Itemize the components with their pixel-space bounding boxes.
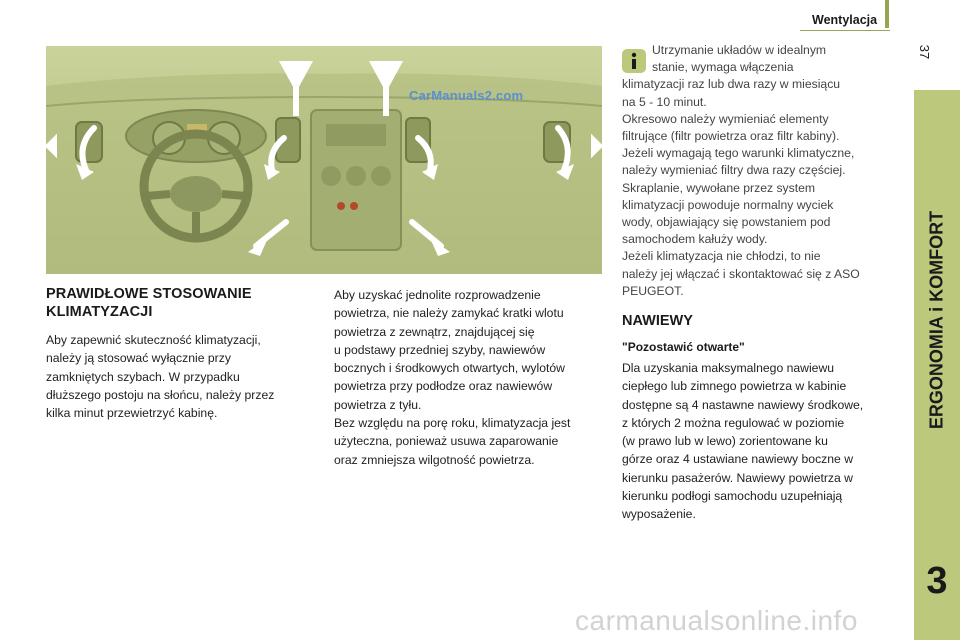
air-distribution-text xyxy=(334,286,609,469)
text-line: kierunku podłogi samochodu uzupełniają xyxy=(622,489,843,504)
info-line: Jeżeli wymagają tego warunki klimatyczne, xyxy=(622,146,855,161)
proper-use-text xyxy=(46,331,316,422)
text-line: należy ją stosować wyłącznie przy xyxy=(46,351,231,366)
text-line: kilka minut przewietrzyć kabinę. xyxy=(46,406,218,421)
info-line: na 5 - 10 minut. xyxy=(622,94,707,109)
text-line: zamkniętych szybach. W przypadku xyxy=(46,369,240,384)
header-rule xyxy=(885,0,889,28)
section-title: Wentylacja xyxy=(812,13,878,27)
proper-use-title xyxy=(46,285,316,321)
vents-title: NAWIEWY xyxy=(622,313,693,329)
info-line: klimatyzacji raz lub dwa razy w miesiącu xyxy=(622,77,841,92)
info-line: klimatyzacji powoduje normalny wyciek xyxy=(622,197,834,212)
text-line: dostępne są 4 nastawne nawiewy środkowe, xyxy=(622,397,864,412)
info-line: wody, objawiający się powstaniem pod xyxy=(622,215,831,230)
proper-use-title-line: KLIMATYZACJI xyxy=(46,304,153,320)
vents-text xyxy=(622,359,897,524)
text-line: powietrza przy podłodze oraz nawiewów xyxy=(334,379,553,394)
text-line: powietrza, nie należy zamykać kratki wlotu xyxy=(334,306,564,321)
chapter-label: ERGONOMIA i KOMFORT xyxy=(926,210,947,430)
text-line: użyteczna, ponieważ usuwa zaparowanie xyxy=(334,434,559,449)
text-line: powietrza z tyłu. xyxy=(334,397,422,412)
info-line: stanie, wymaga włączenia xyxy=(652,60,794,75)
text-line: dłuższego postoju na słońcu, należy przez xyxy=(46,387,275,402)
text-line: Bez względu na porę roku, klimatyzacja jest xyxy=(334,416,571,431)
text-line: wyposażenie. xyxy=(622,507,696,522)
vents-subtitle: "Pozostawić otwarte" xyxy=(622,340,745,354)
info-line: należy wymieniać filtry dwa razy częściej. xyxy=(622,163,846,178)
text-line: powietrza z zewnątrz, znajdującej się xyxy=(334,324,535,339)
text-line: u podstawy przedniej szyby, nawiewów xyxy=(334,342,546,357)
dashboard-drawing xyxy=(46,46,602,274)
chapter-side-tab xyxy=(914,90,960,640)
carmanuals-watermark: CarManuals2.com xyxy=(409,88,524,103)
chapter-number: 3 xyxy=(926,560,948,602)
page-number: 37 xyxy=(917,44,932,60)
info-note xyxy=(622,42,892,300)
info-line: Skraplanie, wywołane przez system xyxy=(622,180,816,195)
text-line: ciepłego lub zimnego powietrza w kabinie xyxy=(622,379,847,394)
text-line: kierunku pasażerów. Nawiewy powietrza w xyxy=(622,470,853,485)
info-line: Jeżeli klimatyzacja nie chłodzi, to nie xyxy=(622,249,821,264)
text-line: (w prawo lub w lewo) zorientowane ku xyxy=(622,434,828,449)
chapter-label-wrapper xyxy=(914,90,960,560)
text-line: Aby zapewnić skuteczność klimatyzacji, xyxy=(46,333,261,347)
text-line: górze oraz 4 ustawiane nawiewy boczne w xyxy=(622,452,854,467)
proper-use-title-line: PRAWIDŁOWE STOSOWANIE xyxy=(46,286,252,302)
footer-watermark: carmanualsonline.info xyxy=(575,605,858,636)
info-line: należy jej włączać i skontaktować się z ASO xyxy=(622,266,860,281)
text-line: bocznych i środkowych otwartych, wylotów xyxy=(334,361,565,376)
text-line: oraz zmniejsza wilgotność powietrza. xyxy=(334,452,535,467)
text-line: Dla uzyskania maksymalnego nawiewu xyxy=(622,361,835,375)
info-line: samochodem kałuży wody. xyxy=(622,232,768,247)
text-line: z których 2 można regulować w poziomie xyxy=(622,415,845,430)
info-line: Okresowo należy wymieniać elementy xyxy=(622,111,829,126)
dashboard-illustration xyxy=(46,46,602,274)
info-line: PEUGEOT. xyxy=(622,283,684,298)
info-line: Utrzymanie układów w idealnym xyxy=(652,43,827,57)
header-underline xyxy=(800,30,890,31)
text-line: Aby uzyskać jednolite rozprowadzenie xyxy=(334,288,541,302)
info-line: filtrujące (filtr powietrza oraz filtr kabiny). xyxy=(622,129,840,144)
